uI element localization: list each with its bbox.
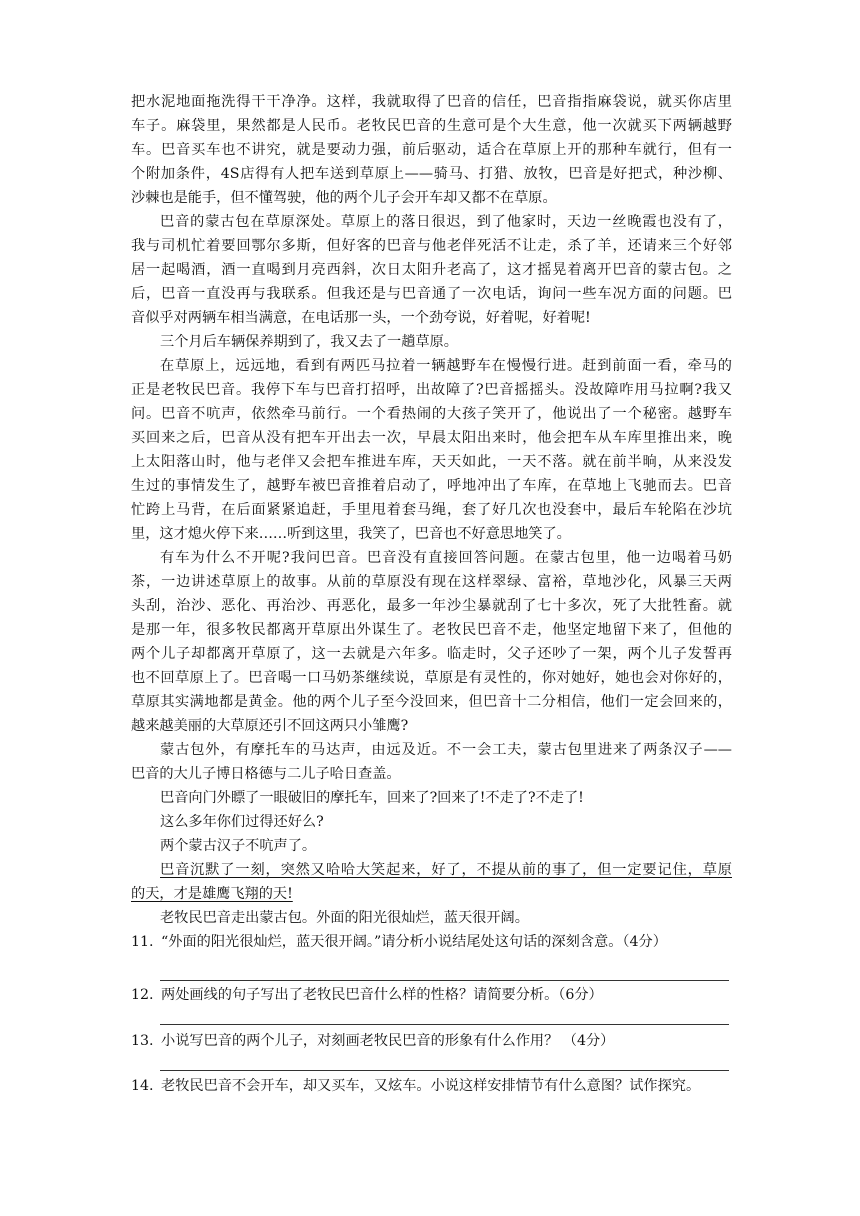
question-text: 老牧民巴音不会开车，却又买车，又炫车。小说这样安排情节有什么意图？试作探究。 — [161, 1078, 701, 1094]
text-line: 音似乎对两辆车相当满意，在电话那一头，一个劲夸说，好着呢，好着呢! — [131, 310, 591, 326]
text-line: 正是老牧民巴音。我停下车与巴音打招呼，出故障了?巴音摇摇头。没故障咋用马拉啊?我又 — [131, 382, 732, 398]
text-line: 忙跨上马背，在后面紧紧追赶，手里甩着套马绳，套了好几次也没套中，最后车轮陷在沙坑 — [131, 502, 732, 518]
text-line: 也不回草原上了。巴音喝一口马奶茶继续说，草原是有灵性的，你对她好，她也会对你好的， — [131, 670, 732, 686]
question-number: 14. — [131, 1078, 154, 1094]
text-line: 蒙古包外，有摩托车的马达声，由远及近。不一会工夫，蒙古包里进来了两条汉子—— — [160, 742, 732, 758]
text-line: 个附加条件，4S店得有人把车送到草原上——骑马、打猎、放牧，巴音是好把式，种沙柳、 — [131, 166, 732, 182]
answer-line[interactable] — [160, 1070, 729, 1071]
text-line: 买回来之后，巴音从没有把车开出去一次，早晨太阳出来时，他会把车从车库里推出来，晚 — [131, 430, 732, 446]
text-line: 把水泥地面拖洗得干干净净。这样，我就取得了巴音的信任，巴音指指麻袋说，就买你店里 — [131, 94, 732, 110]
text-line: 两个儿子却都离开草原了，这一去就是六年多。临走时，父子还吵了一架，两个儿子发誓再 — [131, 646, 732, 662]
question-number: 13. — [131, 1033, 154, 1049]
text-line: 后，巴音一直没再与我联系。但我还是与巴音通了一次电话，询问一些车况方面的问题。巴 — [131, 286, 732, 302]
text-line: 草原其实满地都是黄金。他的两个儿子至今没回来，但巴音十二分相信，他们一定会回来的， — [131, 694, 732, 710]
answer-line[interactable] — [160, 980, 729, 981]
underlined-text-line: 的天，才是雄鹰飞翔的天! — [131, 886, 293, 902]
text-line: 沙棘也是能手，但不懂驾驶，他的两个儿子会开车却又都不在草原。 — [131, 190, 557, 206]
question-14 — [131, 1074, 736, 1098]
text-line: 里，这才熄火停下来……听到这里，我笑了，巴音也不好意思地笑了。 — [131, 526, 571, 542]
question-12 — [131, 983, 736, 1007]
answer-line[interactable] — [160, 1024, 729, 1025]
text-line: 茶，一边讲述草原上的故事。从前的草原没有现在这样翠绿、富裕，草地沙化，风暴三天两 — [131, 574, 732, 590]
text-line: 巴音的蒙古包在草原深处。草原上的落日很迟，到了他家时，天边一丝晚霞也没有了， — [160, 214, 732, 230]
question-text: 两处画线的句子写出了老牧民巴音什么样的性格？请简要分析。（6分） — [161, 987, 603, 1003]
underlined-text-line: 巴音沉默了一刻，突然又哈哈大笑起来，好了，不提从前的事了，但一定要记住，草原 — [160, 862, 732, 878]
text-line: 头刮，治沙、恶化、再治沙、再恶化，最多一年沙尘暴就刮了七十多次，死了大批牲畜。就 — [131, 598, 732, 614]
text-line: 是那一年，很多牧民都离开草原出外谋生了。老牧民巴音不走，他坚定地留下来了，但他的 — [131, 622, 732, 638]
text-line: 生过的事情发生了，越野车被巴音推着启动了，呼地冲出了车库，在草地上飞驰而去。巴音 — [131, 478, 732, 494]
text-line: 我与司机忙着要回鄂尔多斯，但好客的巴音与他老伴死活不让走，杀了羊，还请来三个好邻 — [131, 238, 732, 254]
question-text: 小说写巴音的两个儿子，对刻画老牧民巴音的形象有什么作用？ （4分） — [161, 1033, 615, 1049]
text-line: 问。巴音不吭声，依然牵马前行。一个看热闹的大孩子笑开了，他说出了一个秘密。越野车 — [131, 406, 732, 422]
text-line: 车子。麻袋里，果然都是人民币。老牧民巴音的生意可是个大生意，他一次就买下两辆越野 — [131, 118, 732, 134]
question-number: 12. — [131, 987, 154, 1003]
text-line: 居一起喝酒，酒一直喝到月亮西斜，次日太阳升老高了，这才摇晃着离开巴音的蒙古包。之 — [131, 262, 732, 278]
text-line: 有车为什么不开呢?我问巴音。巴音没有直接回答问题。在蒙古包里，他一边喝着马奶 — [160, 550, 732, 566]
text-line: 上太阳落山时，他与老伴又会把车推进车库，天天如此，一天不落。就在前半晌，从来没发 — [131, 454, 732, 470]
text-line: 在草原上，远远地，看到有两匹马拉着一辆越野车在慢慢行进。赶到前面一看，牵马的 — [160, 358, 732, 374]
question-number: 11. — [131, 934, 154, 950]
text-line: 车。巴音买车也不讲究，就是要动力强，前后驱动，适合在草原上开的那种车就行，但有一 — [131, 142, 732, 158]
text-line: 巴音的大儿子博日格德与二儿子哈日查盖。 — [131, 766, 401, 782]
text-line: 越来越美丽的大草原还引不回这两只小雏鹰? — [131, 718, 409, 734]
text-line: 两个蒙古汉子不吭声了。 — [160, 838, 317, 854]
question-text: “外面的阳光很灿烂，蓝天很开阔。”请分析小说结尾处这句话的深刻含意。（4分） — [161, 934, 667, 950]
text-line: 三个月后车辆保养期到了，我又去了一趟草原。 — [160, 334, 458, 350]
question-13 — [131, 1029, 736, 1053]
question-11 — [131, 930, 736, 954]
text-line: 老牧民巴音走出蒙古包。外面的阳光很灿烂，蓝天很开阔。 — [160, 910, 529, 926]
text-line: 这么多年你们过得还好么? — [160, 814, 324, 830]
text-line: 巴音向门外瞟了一眼破旧的摩托车，回来了?回来了!不走了?不走了! — [160, 790, 584, 806]
